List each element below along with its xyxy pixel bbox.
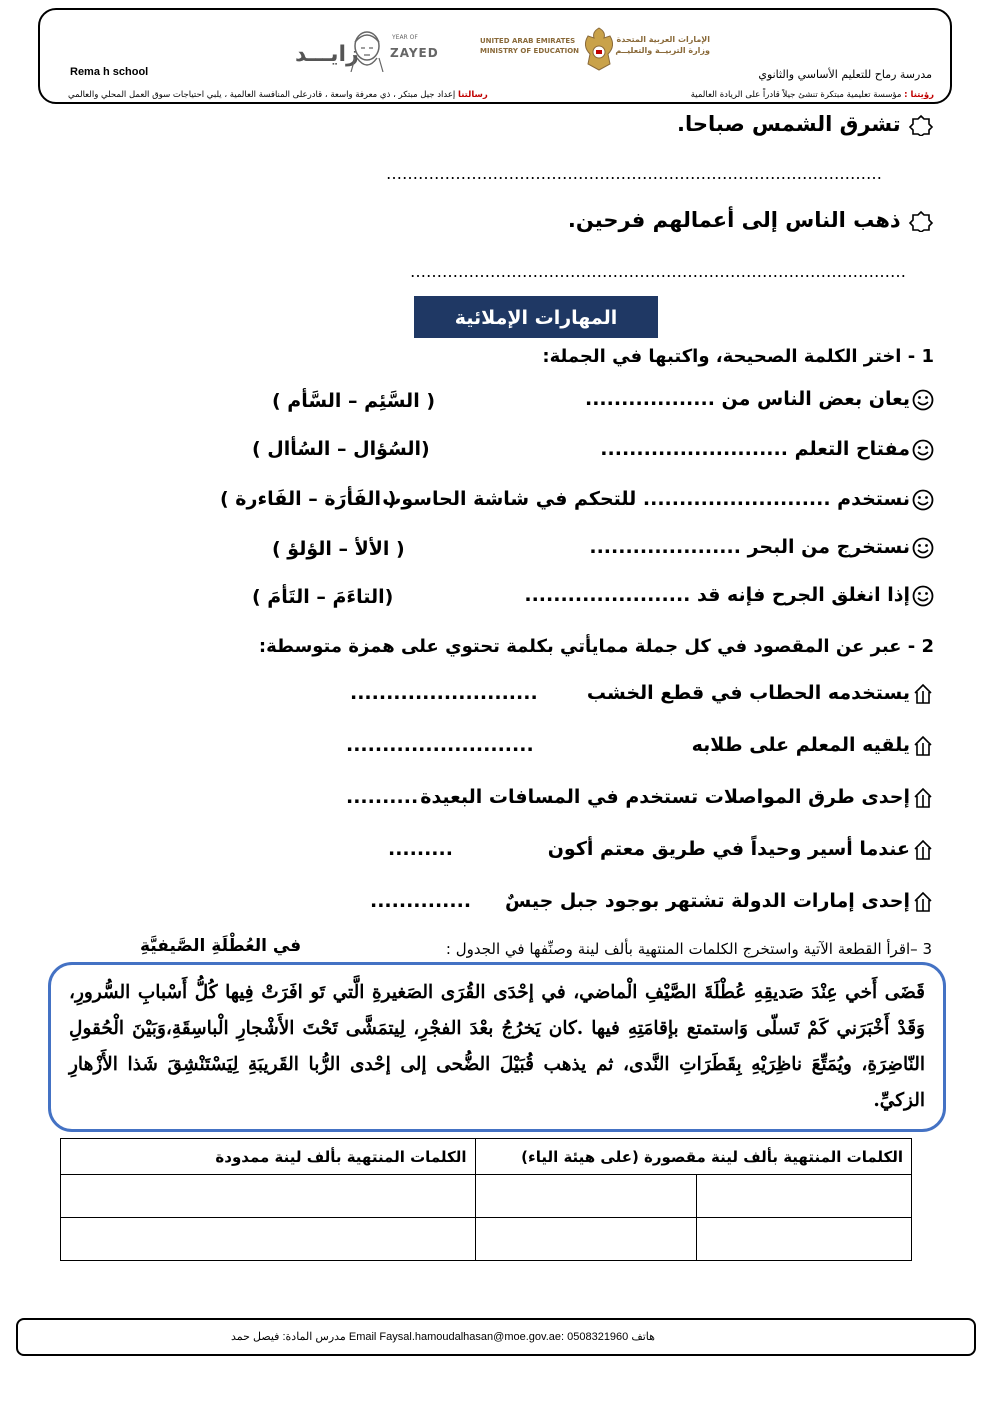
q1-item-3-text: نستخدم .......................... للتحكم في شاشة الحاسوب xyxy=(382,488,910,510)
table-cell[interactable] xyxy=(61,1175,476,1218)
q1-item-4-text: نستخرج من البحر ..................... xyxy=(589,536,910,558)
school-name-ar: مدرسة رماح للتعليم الأساسي والثانوي xyxy=(758,68,932,81)
table-cell[interactable] xyxy=(697,1218,912,1261)
q2-item-1-blank[interactable]: .......................... xyxy=(350,682,538,704)
q2-item-3-text: إحدى طرق المواصلات تستخدم في المسافات البعيدة xyxy=(420,786,910,808)
smiley-icon xyxy=(912,537,934,559)
vision-text: مؤسسة تعليمية مبتكرة تنشئ جيلاً قادراً على الريادة العالمية xyxy=(690,90,902,100)
q1-item-4 xyxy=(589,536,934,559)
q2-item-4 xyxy=(548,838,934,861)
table-row xyxy=(61,1218,912,1261)
table-cell[interactable] xyxy=(475,1218,697,1261)
answer-line-1[interactable]: ………………………………………………………………………………… xyxy=(386,164,882,183)
q1-item-5-choices: (التاءَمَ – التَأمَ ) xyxy=(252,586,394,608)
zayed-logo-en-small: YEAR OF xyxy=(392,34,418,41)
house-icon xyxy=(912,787,934,809)
answer-line-2[interactable]: ………………………………………………………………………………… xyxy=(410,262,906,281)
uae-logo-en xyxy=(480,36,579,56)
q2-item-3-blank[interactable]: .......... xyxy=(346,786,419,808)
header-mamduda: الكلمات المنتهية بألف لينة ممدودة xyxy=(61,1139,476,1175)
smiley-icon xyxy=(912,585,934,607)
q2-item-5 xyxy=(505,890,934,913)
section-title-banner: المهارات الإملائية xyxy=(414,296,658,338)
zayed-portrait-icon xyxy=(347,28,387,72)
sentence-1 xyxy=(677,112,934,136)
q2-item-4-blank[interactable]: ......... xyxy=(388,838,453,860)
smiley-icon xyxy=(912,489,934,511)
mission-line xyxy=(68,90,488,100)
passage-box xyxy=(48,962,946,1132)
uae-logo-ar-line1: الإمارات العربية المتحدة xyxy=(616,35,710,44)
q2-item-2-text: يلقيه المعلم على طلابه xyxy=(691,734,910,756)
house-icon xyxy=(912,735,934,757)
q3-instruction: 3 –اقرأ القطعة الآتية واستخرج الكلمات المنتهية بألف لينة وصنِّفها في الجدول : xyxy=(445,940,932,958)
falcon-emblem-icon xyxy=(580,24,618,74)
vision-label: رؤيتنا : xyxy=(904,90,934,100)
zayed-logo-ar: زايـــد xyxy=(295,42,359,67)
q1-item-1-choices: ( السَّئِم – السَّأم ) xyxy=(272,390,436,412)
q2-title: 2 - عبر عن المقصود في كل جملة ممايأتي بكلمة تحتوي على همزة متوسطة: xyxy=(258,636,934,657)
passage-title: في العُطْلَةِ الصَّيفيَّةِ xyxy=(140,936,302,956)
passage-text: قَضَى أَخي عِنْدَ صَديقِهِ عُطْلَةَ الصَّيْفِ الْماضي، في إحْدَى القُرَى الصَغيرةِ الَّتي تَو افَرَتْ فِيها كُلُّ أَسْبابِ السُّرورِ، وَقَدْ أَخْبَرَني كَمْ تَسلّى وَاستمتع بإقامَتِهِ فيها .كان يَخرُجُ بعْدَ الفجْرِ، لِيتمَشَّى تَحْتَ الأَشْجارِ الْباسِقَةِ،وَبَيْنَ الْحُقولِ النّاضِرَةِ، ويُمَتِّعَ ناظِرَيْهِ بِقَطَرَاتِ النَّدى، ثم يذهب قُبَيْلَ الضُّحى إلى إحْدى الرُّبا القَريبَةِ لِيَسْتَنْشِقَ شَذا الأَزْهارِ الزكيِّ. xyxy=(69,982,925,1111)
q1-title: 1 - اختر الكلمة الصحيحة، واكتبها في الجملة: xyxy=(542,346,934,367)
year-of-zayed-logo xyxy=(295,28,445,74)
q2-item-1-text: يستخدمه الحطاب في قطع الخشب xyxy=(586,682,910,704)
q1-item-2-text: مفتاح التعلم .......................... xyxy=(600,438,910,460)
q1-item-3-choices: ( الفَأرَة – الفَاءرة ) xyxy=(220,488,397,510)
uae-ministry-logo xyxy=(480,24,710,76)
q1-item-1-text: يعان بعض الناس من .................. xyxy=(585,388,910,410)
q2-item-5-blank[interactable]: .............. xyxy=(370,890,472,912)
sentence-1-text: تشرق الشمس صباحا. xyxy=(677,112,901,136)
table-header-row xyxy=(61,1139,912,1175)
house-icon xyxy=(912,683,934,705)
header-maqsura: الكلمات المنتهية بألف لينة مقصورة (على هيئة الياء) xyxy=(475,1139,912,1175)
q2-item-5-text: إحدى إمارات الدولة تشتهر بوجود جبل جيسٌ xyxy=(504,890,910,912)
q1-item-2-choices: (السُؤال – السُأال ) xyxy=(252,438,430,460)
table-cell[interactable] xyxy=(475,1175,697,1218)
uae-logo-ar xyxy=(615,34,710,56)
footer-box xyxy=(16,1318,976,1356)
house-icon xyxy=(912,891,934,913)
classification-table xyxy=(60,1138,912,1261)
q2-item-2 xyxy=(692,734,934,757)
q1-item-4-choices: ( الألأ – الؤلؤ ) xyxy=(272,538,405,560)
footer-text: مدرس المادة: فيصل حمد Email Faysal.hamoudalhasan@moe.gov.ae: هاتف 0508321960 xyxy=(231,1331,655,1343)
q2-item-4-text: عندما أسير وحيداً في طريق معتم أكون xyxy=(547,838,910,860)
q2-item-1 xyxy=(587,682,934,705)
smiley-icon xyxy=(912,439,934,461)
q2-item-2-blank[interactable]: .......................... xyxy=(346,734,534,756)
sentence-2 xyxy=(568,208,934,232)
table-cell[interactable] xyxy=(697,1175,912,1218)
q1-item-5 xyxy=(524,584,934,607)
smiley-icon xyxy=(912,389,934,411)
sentence-2-text: ذهب الناس إلى أعمالهم فرحين. xyxy=(567,208,901,232)
school-name-en: Rema h school xyxy=(70,66,149,78)
uae-logo-en-line1: UNITED ARAB EMIRATES xyxy=(480,37,576,45)
q2-item-3 xyxy=(420,786,934,809)
zayed-logo-en: ZAYED xyxy=(390,46,439,60)
vision-line xyxy=(691,90,934,100)
header-box xyxy=(38,8,952,104)
badge-icon xyxy=(908,210,934,232)
house-icon xyxy=(912,839,934,861)
table-cell[interactable] xyxy=(61,1218,476,1261)
q1-item-5-text: إذا انغلق الجرح فإنه قد ....................... xyxy=(524,584,910,606)
q1-item-3 xyxy=(382,488,934,511)
uae-logo-ar-line2: وزارة التربيــة والتعليــم xyxy=(615,46,710,55)
table-row xyxy=(61,1175,912,1218)
badge-icon xyxy=(908,114,934,136)
q1-item-2 xyxy=(600,438,934,461)
q1-item-1 xyxy=(585,388,934,411)
mission-text: إعداد جيل مبتكر ، ذي معرفة واسعة ، قادرعلى المنافسة العالمية ، يلبي احتياجات سوق العمل المحلي والعالمي xyxy=(68,90,456,100)
uae-logo-en-line2: MINISTRY OF EDUCATION xyxy=(480,47,580,55)
mission-label: رسالتنا xyxy=(458,90,488,100)
